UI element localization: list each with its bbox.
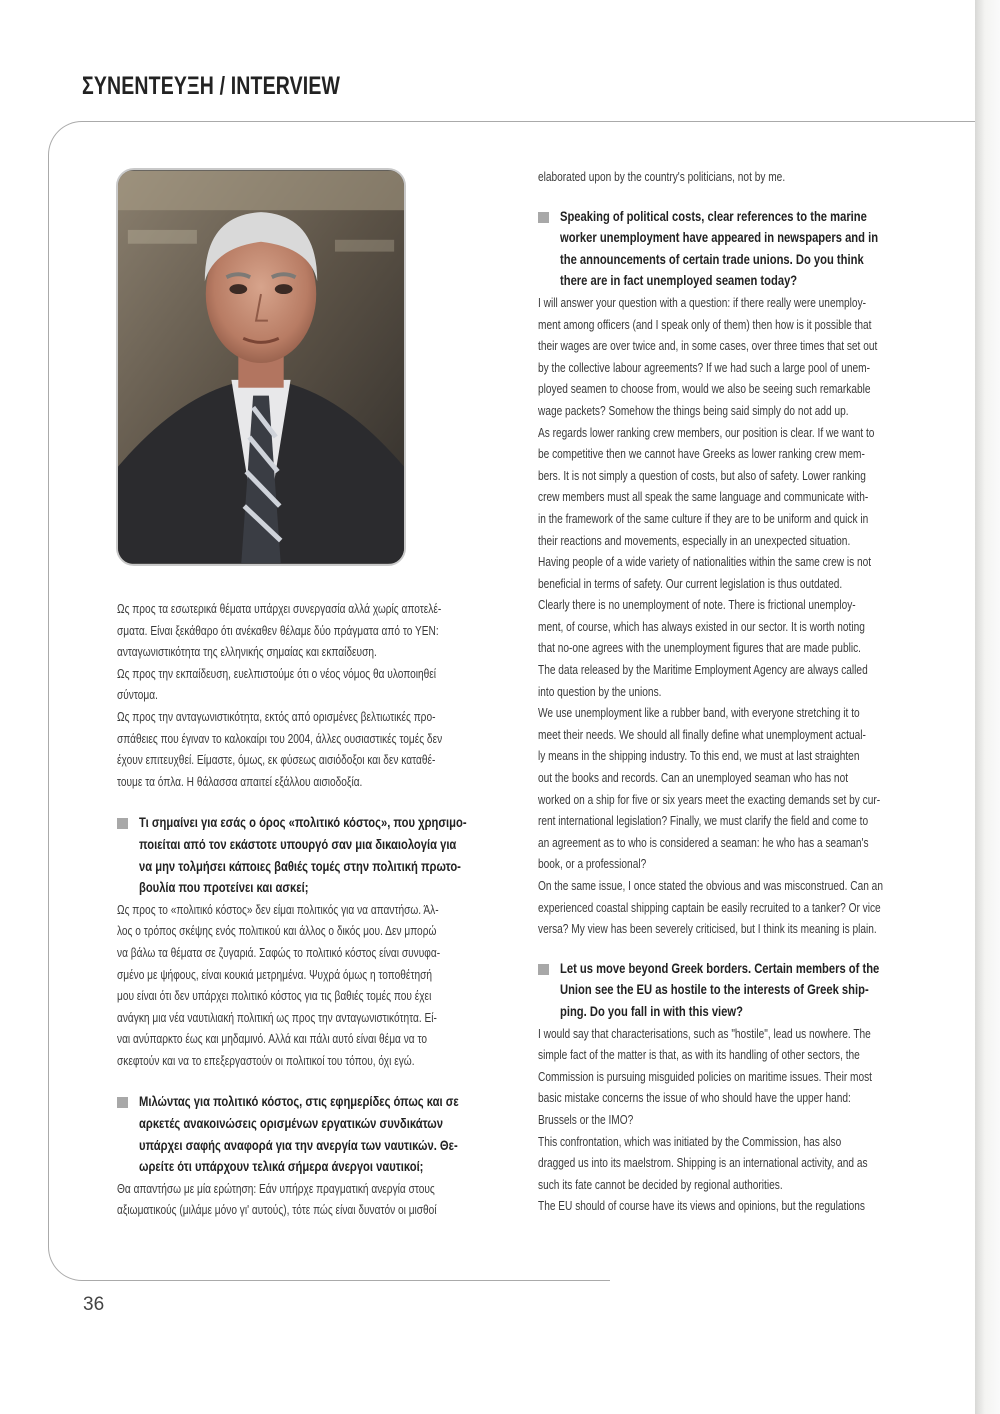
question-line: υπάρχει σαφής αναφορά για την ανεργία των ναυτικών. Θε-	[139, 1136, 458, 1153]
text-line: As regards lower ranking crew members, our position is clear. If we want to	[538, 424, 875, 440]
text-line: ment among officers (and I speak only of them) then how is it possible that	[538, 316, 872, 332]
question-line: αρκετές ανακοινώσεις ορισμένων εργατικών συνδικάτων	[139, 1115, 443, 1132]
text-line: σματα. Είναι ξεκάθαρο ότι ανέκαθεν θέλαμε δύο πράγματα από το ΥΕΝ:	[117, 622, 439, 638]
text-line: Ως προς το «πολιτικό κόστος» δεν είμαι πολιτικός για να απαντήσω. Άλ-	[117, 901, 439, 917]
text-line: Ως προς την ανταγωνιστικότητα, εκτός από ορισμένες βελτιωτικές προ-	[117, 708, 436, 724]
question-line: ποιείται από τον εκάστοτε υπουργό σαν μια δικαιολογία για	[139, 835, 457, 852]
text-line: λος ο τρόπος σκέψης ενός πολιτικού και άλλος ο δικός μου. Δεν μπορώ	[117, 923, 437, 939]
text-line: crew members must all speak the same language and communicate with-	[538, 489, 869, 505]
text-line: in the framework of the same culture if they are to be uniform and quick in	[538, 510, 869, 526]
question-block	[117, 812, 515, 898]
answer-paragraph	[538, 292, 908, 940]
text-line: Having people of a wide variety of nationalities within the same crew is not	[538, 554, 872, 570]
question-line: worker unemployment have appeared in newspapers and in	[560, 229, 879, 246]
question-bullet-icon	[538, 212, 549, 223]
left-column	[117, 598, 515, 1221]
page-edge-shadow	[975, 0, 1000, 1414]
question-bullet-icon	[117, 818, 128, 829]
text-line: their wages are over twice and, in some cases, over three times that set out	[538, 338, 878, 354]
text-line: αξιωματικούς (μιλάμε μόνο γι' αυτούς), τότε πώς είναι δυνατόν οι μισθοί	[117, 1202, 437, 1218]
text-line: Θα απαντήσω με μία ερώτηση: Εάν υπήρχε πραγματική ανεργία στους	[117, 1180, 435, 1196]
text-line: experienced coastal shipping captain be easily recruited to a tanker? Or vice	[538, 899, 881, 915]
text-line: On the same issue, I once stated the obvious and was misconstrued. Can an	[538, 878, 883, 893]
text-line: versa? My view has been severely criticised, but I think its meaning is plain.	[538, 921, 877, 937]
text-line: an agreement as to who is considered a seaman: he who has a seaman's	[538, 834, 869, 850]
text-line: ανταγωνιστικότητα της ελληνικής σημαίας και εκπαίδευση.	[117, 644, 377, 660]
text-line: I will answer your question with a question: if there really were unemploy-	[538, 294, 867, 310]
question-block	[538, 958, 908, 1023]
text-line: wage packets? Somehow the things being said simply do not add up.	[538, 402, 849, 418]
text-line: be competitive then we cannot have Greeks as lower ranking crew mem-	[538, 446, 865, 462]
text-line: basic mistake concerns the issue of who should have the upper hand:	[538, 1090, 851, 1106]
text-line: να βάλω τα θέματα σε ζυγαριά. Σαφώς το πολιτικό κόστος είναι συνυφα-	[117, 944, 441, 960]
question-line: Speaking of political costs, clear references to the marine	[560, 207, 867, 224]
text-line: σπάθειες που έγιναν το καλοκαίρι του 2004, άλλες ουσιαστικές τομές δεν	[117, 730, 443, 746]
text-line: book, or a professional?	[538, 856, 647, 872]
text-line: beneficial in terms of safety. Our current legislation is thus outdated.	[538, 575, 843, 591]
text-line: ναι ανύπαρκτο έως και μηδαμινό. Αλλά και πάλι αυτό είναι θέμα να το	[117, 1031, 427, 1047]
text-line: ly means in the shipping industry. To this end, we must at last straighten	[538, 748, 860, 764]
question-line: βουλία που προτείνει και ασκεί;	[139, 879, 309, 896]
text-line: Ως προς τα εσωτερικά θέματα υπάρχει συνεργασία αλλά χωρίς αποτελέ-	[117, 601, 442, 616]
text-line: that no-one agrees with the unemployment figures that are made public.	[538, 640, 861, 656]
text-line: their reactions and movements, especially in an unexpected situation.	[538, 532, 851, 548]
text-line: ανάγκη μια νέα ναυτιλιακή πολιτική ως προς την ανταγωνιστικότητα. Εί-	[117, 1009, 437, 1025]
text-line: into question by the unions.	[538, 683, 662, 699]
answer-paragraph	[538, 1023, 908, 1217]
answer-paragraph	[117, 1178, 515, 1221]
question-block	[117, 1091, 515, 1177]
text-line: This confrontation, which was initiated by the Commission, has also	[538, 1133, 842, 1149]
interviewee-portrait-photo	[116, 168, 406, 566]
question-line: Union see the EU as hostile to the interests of Greek ship-	[560, 981, 869, 998]
text-line: Commission is pursuing misguided policies on maritime issues. Their most	[538, 1068, 872, 1084]
question-line: there are in fact unemployed seamen today?	[560, 272, 798, 289]
text-line: The data released by the Maritime Employment Agency are always called	[538, 662, 868, 678]
question-line: Μιλώντας για πολιτικό κόστος, στις εφημερίδες όπως και σε	[139, 1093, 459, 1110]
text-line: We use unemployment like a rubber band, with everyone stretching it to	[538, 705, 860, 721]
text-line: ployed seamen to choose from, would we also be seeing such remarkable	[538, 381, 871, 397]
text-line: The EU should of course have its views and opinions, but the regulations	[538, 1198, 865, 1214]
text-line: ment, of course, which has always existed in our sector. It is worth noting	[538, 618, 865, 634]
text-line: μου είναι ότι δεν υπάρχει πολιτικό κόστος για τις βαθιές τομές που έχει	[117, 988, 432, 1004]
left-intro-paragraph	[117, 598, 515, 792]
text-line: σμένο με ψήφους, είναι κουκιά μετρημένα. Ψυχρά όμως η τοποθέτησή	[117, 966, 432, 982]
text-line: worked on a ship for five or six years meet the exacting demands set by cur-	[538, 791, 881, 807]
page-number: 36	[83, 1294, 105, 1315]
text-line: τουμε τα όπλα. Η θάλασσα απαιτεί εξάλλου αισιοδοξία.	[117, 773, 363, 789]
text-line: bers. It is not simply a question of costs, but also of safety. Lower ranking	[538, 467, 866, 483]
question-line: Τι σημαίνει για εσάς ο όρος «πολιτικό κόστος», που χρησιμο-	[139, 814, 467, 831]
text-line: σύντομα.	[117, 687, 158, 703]
question-line: να μην τολμήσει κάποιες βαθιές τομές στην πολιτική πρωτο-	[139, 857, 461, 874]
text-line: such its fate cannot be decided by regional authorities.	[538, 1176, 783, 1192]
question-block	[538, 206, 908, 292]
question-bullet-icon	[117, 1097, 128, 1108]
answer-paragraph	[117, 899, 515, 1072]
text-line: meet their needs. We should all finally define what unemployment actual-	[538, 726, 866, 742]
right-column	[538, 166, 908, 1217]
section-header: ΣΥΝΕΝΤΕΥΞΗ / INTERVIEW	[82, 72, 341, 100]
text-line: elaborated upon by the country's politicians, not by me.	[538, 169, 786, 184]
question-line: ping. Do you fall in with this view?	[560, 1002, 743, 1019]
right-intro-paragraph	[538, 166, 908, 188]
text-line: rent international legislation? Finally, we must clarify the field and come to	[538, 813, 869, 829]
question-line: ωρείτε ότι υπάρχουν τελικά σήμερα άνεργοι ναυτικοί;	[139, 1158, 424, 1175]
text-line: simple fact of the matter is that, as with its handling of other sectors, the	[538, 1047, 860, 1063]
text-line: dragged us into its maelstrom. Shipping is an international activity, and as	[538, 1155, 868, 1171]
question-bullet-icon	[538, 964, 549, 975]
text-line: έχουν επιτευχθεί. Είμαστε, όμως, εκ φύσεως αισιόδοξοι και δεν καταθέ-	[117, 752, 436, 768]
text-line: I would say that characterisations, such as "hostile", lead us nowhere. The	[538, 1025, 871, 1041]
text-line: out the books and records. Can an unemployed seaman who has not	[538, 770, 849, 786]
text-line: σκεφτούν και να το επεξεργαστούν οι πολιτικοί του τόπου, όχι εγώ.	[117, 1052, 415, 1068]
text-line: Clearly there is no unemployment of note. There is frictional unemploy-	[538, 597, 856, 613]
text-line: Ως προς την εκπαίδευση, ευελπιστούμε ότι ο νέος νόμος θα υλοποιηθεί	[117, 665, 437, 681]
text-line: by the collective labour agreements? If we had such a large pool of unem-	[538, 359, 870, 375]
text-line: Brussels or the IMO?	[538, 1111, 634, 1127]
question-line: the announcements of certain trade unions. Do you think	[560, 250, 864, 267]
question-line: Let us move beyond Greek borders. Certain members of the	[560, 959, 880, 976]
